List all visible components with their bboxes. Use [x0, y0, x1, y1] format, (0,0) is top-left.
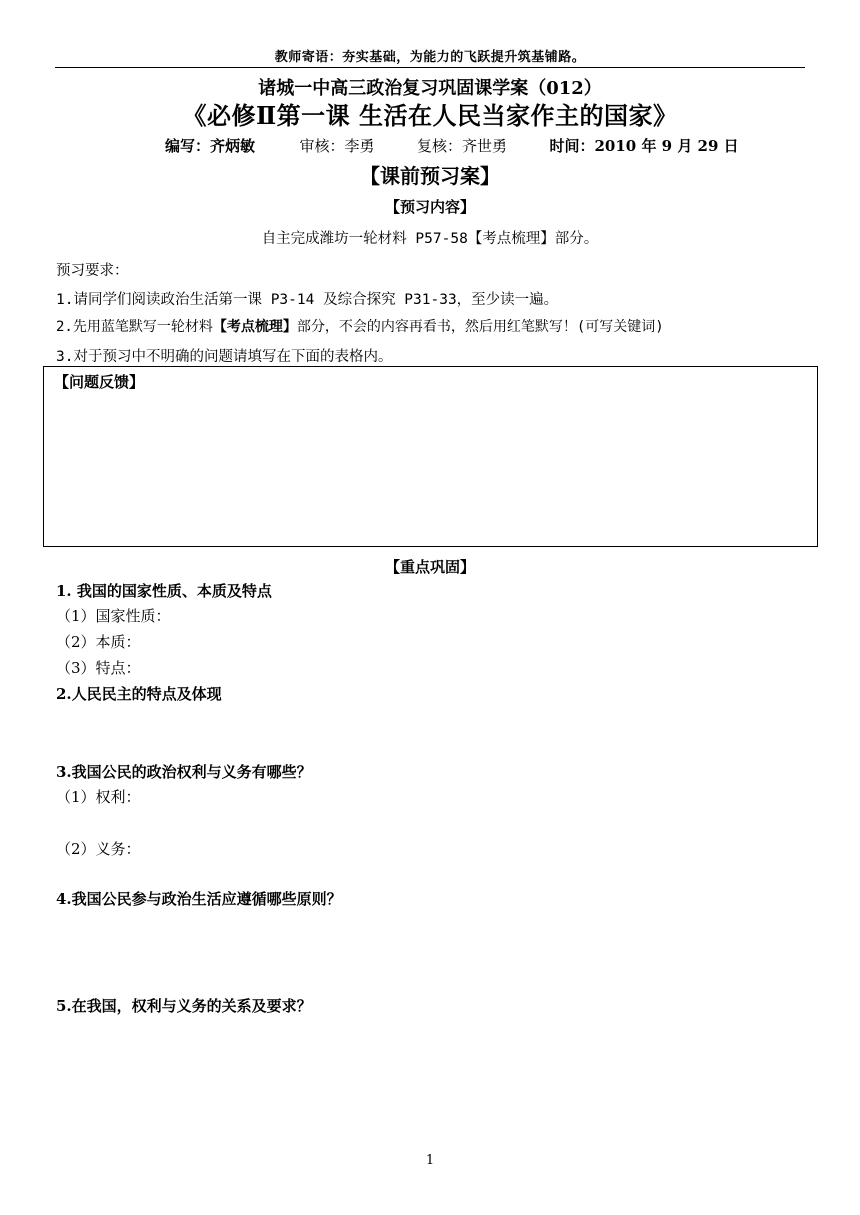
author-label: 编写： — [165, 137, 211, 155]
plan-title: 诸城一中高三政治复习巩固课学案（012） — [258, 78, 602, 99]
consolidation-heading: 【重点巩固】 — [384, 558, 475, 576]
question-4: 4.我国公民参与政治生活应遵循哪些原则？ — [56, 890, 342, 908]
credits-line — [165, 135, 739, 156]
question-1: 1. 我国的国家性质、本质及特点 — [56, 582, 272, 600]
header-motto: 教师寄语：夯实基础，为能力的飞跃提升筑基铺路。 — [274, 50, 586, 65]
date: 时间：2010 年 9 月 29 日 — [549, 137, 739, 155]
preview-section-title: 【课前预习案】 — [360, 164, 500, 188]
requirement-2-post: 部分，不会的内容再看书，然后用红笔默写！(可写关键词) — [296, 319, 664, 335]
question-1-c: （3）特点： — [56, 659, 141, 677]
requirement-1: 1.请同学们阅读政治生活第一课 P3-14 及综合探究 P31-33，至少读一遍。 — [56, 292, 559, 308]
question-1-b: （2）本质： — [56, 633, 141, 651]
question-3-b: （2）义务： — [56, 840, 141, 858]
requirement-3: 3.对于预习中不明确的问题请填写在下面的表格内。 — [56, 349, 393, 365]
requirement-2 — [56, 316, 664, 336]
requirement-2-pre: 2.先用蓝笔默写一轮材料 — [56, 319, 213, 335]
feedback-box[interactable] — [43, 366, 818, 547]
requirement-2-bold: 【考点梳理】 — [212, 319, 297, 335]
lesson-title: 《必修Ⅱ第一课 生活在人民当家作主的国家》 — [182, 101, 678, 130]
header-divider — [55, 67, 805, 68]
question-2: 2.人民民主的特点及体现 — [56, 685, 222, 703]
author-name: 齐炳敏 — [210, 137, 256, 155]
preview-content-heading: 【预习内容】 — [384, 198, 475, 216]
page-number: 1 — [425, 1153, 435, 1168]
feedback-label: 【问题反馈】 — [54, 373, 145, 391]
requirements-label: 预习要求： — [56, 263, 129, 279]
question-1-a: （1）国家性质： — [56, 607, 171, 625]
question-3: 3.我国公民的政治权利与义务有哪些？ — [56, 763, 312, 781]
checker: 复核：齐世勇 — [416, 137, 507, 155]
question-5: 5.在我国，权利与义务的关系及要求？ — [56, 997, 312, 1015]
question-3-a: （1）权利： — [56, 788, 141, 806]
preview-content-text: 自主完成潍坊一轮材料 P57-58【考点梳理】部分。 — [261, 231, 599, 247]
reviewer: 审核：李勇 — [299, 137, 375, 155]
